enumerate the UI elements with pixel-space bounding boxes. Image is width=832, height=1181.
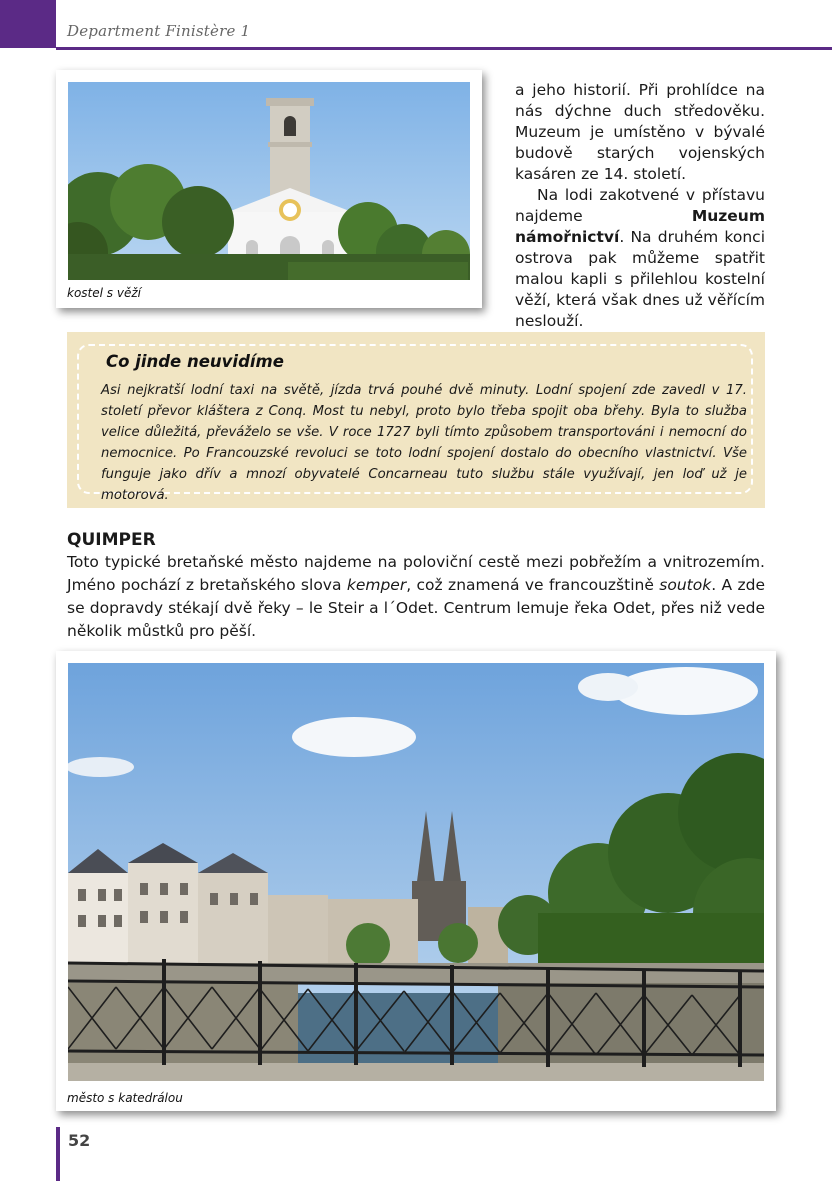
header-rule [56, 47, 832, 50]
city-photo-card [56, 651, 776, 1111]
info-box-text: Asi nejkratší lodní taxi na světě, jízda trvá pouhé dvě minuty. Lodní spojení zde zavedl v 17. století převor kláštera z Conq. Most tu nebyl, proto bylo třeba spojit oba břehy. Byla to služba velice důležitá, převáželo se vše. V roce 1727 byli tímto způsobem transportováni i nemocní do nemocnice. Po Francouzské revoluci se toto lodní spojení dostalo do obecního vlastnictví. Vše funguje jako dřív a mnozí obyvatelé Concarneau tuto službu stále využívají, jen loď už je motorová. [101, 383, 747, 503]
church-photo [68, 82, 470, 280]
page-number: 52 [68, 1131, 91, 1150]
column-paragraph-1: a jeho historií. Při prohlídce na nás dýchne duch středověku. Muzeum je umístěno v bývalé budově starých vojenských kasáren ze 14. století. [515, 81, 765, 183]
city-photo [68, 663, 764, 1081]
museum-name: Muzeum námořnictví [515, 207, 765, 246]
footer-accent-bar [56, 1127, 60, 1181]
church-photo-card [56, 70, 482, 308]
running-header: Department Finistère 1 [67, 22, 251, 40]
church-photo-caption: kostel s věží [67, 286, 141, 300]
section-heading: QUIMPER [67, 530, 156, 550]
info-box-title: Co jinde neuvidíme [106, 352, 284, 371]
column-paragraph-2: Na lodi zakotvené v přístavu najdeme Muzeum námořnictví. Na druhém konci ostrova pak můžeme spatřit malou kapli s přilehlou kostelní věží, která však dnes už věřícím neslouží. [515, 186, 765, 330]
column-text [515, 80, 765, 332]
header-accent-tab [0, 0, 56, 48]
city-photo-caption: město s katedrálou [67, 1091, 183, 1105]
section-body: Toto typické bretaňské město najdeme na poloviční cestě mezi pobřežím a vnitrozemím. Jméno pochází z bretaňského slova kemper, což znamená ve francouzštině soutok. A zde se dopravdy stékají dvě řeky – le Steir a l´Odet. Centrum lemuje řeka Odet, přes niž vede několik můstků pro pěší. [67, 553, 765, 640]
